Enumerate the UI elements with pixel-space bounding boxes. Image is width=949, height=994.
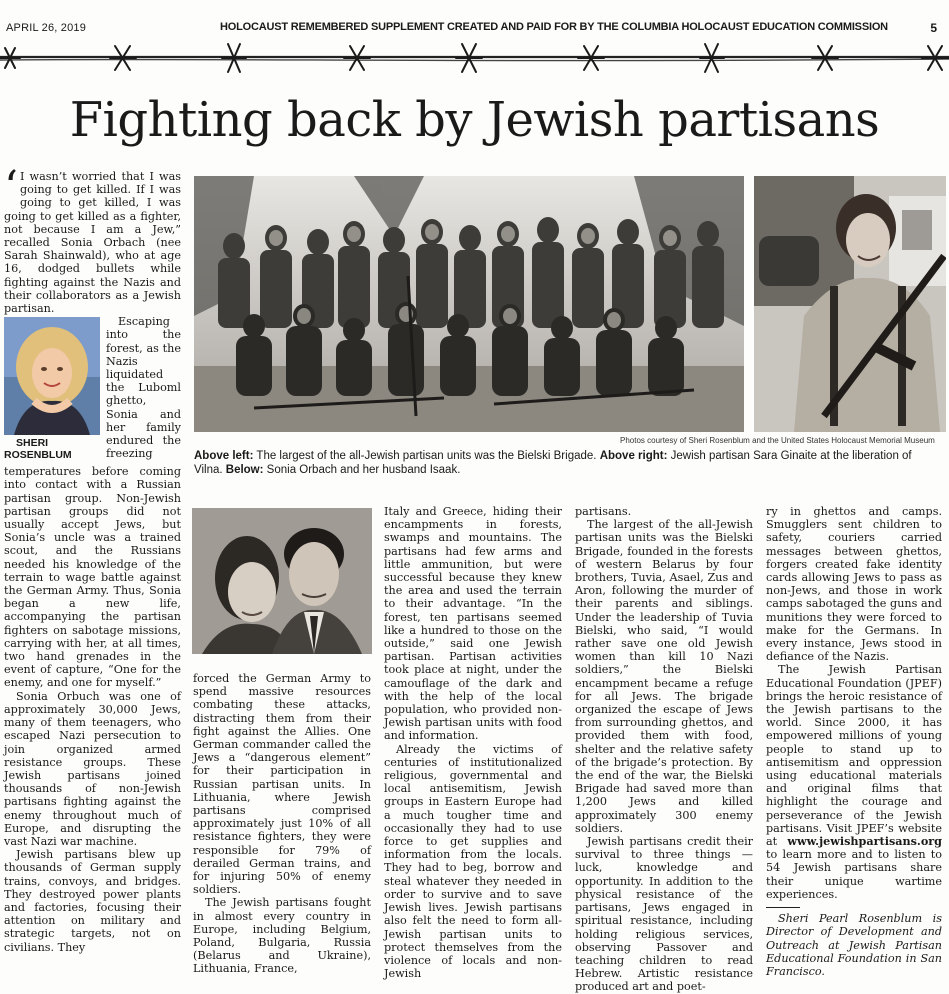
- jpef-website-link[interactable]: www.jewishpartisans.org: [787, 834, 942, 849]
- caption-label-above-right: Above right:: [599, 450, 668, 462]
- paragraph: Jewish partisans credit their survival to three things — luck, knowledge and opportunity. In addition to the physical resistance of the partisans, Jews engaged in spiritual resistance, including holding religious services, observing Passover and teaching children to read Hebrew. Artistic resistance produced art and poet-: [575, 835, 753, 994]
- photo-sonia-and-isaak-orbach: [192, 508, 372, 654]
- opening-paragraph: I wasn’t worried that I was going to get killed. If I was going to get killed, I was going to get killed as a fighter, not because I am a Jew,” recalled Sonia Orbach (nee Sarah Shainwald), who at age 16, dodged bullets while fighting against the Nazis and their collaborators as a Jewish partisan.: [4, 170, 181, 316]
- photo-sara-ginaite: [754, 176, 946, 432]
- paragraph: forced the German Army to spend massive resources combating these attacks, distracting them from their fight against the Allies. One German commander called the Jews a “dangerous element” for their participation in Russian partisan units. In Lithuania, where Jewish partisans comprised approximately just 10% of all resistance fighters, they were responsible for 79% of derailed German trains, and for injuring 50% of enemy soldiers.: [193, 672, 371, 897]
- caption-label-below: Below:: [225, 464, 264, 476]
- caption-label-above-left: Above left:: [194, 450, 254, 462]
- section-name: HOLOCAUST REMEMBERED: [220, 21, 369, 33]
- paragraph: Sonia Orbuch was one of approximately 30,000 Jews, many of them teenagers, who escaped Nazi persecution to join organized armed resistance groups. These Jewish partisans joined thousands of non-Jewish partisans fighting against the enemy throughout much of Europe, and disrupting the vast Nazi war machine.: [4, 689, 181, 848]
- byline-last-name: ROSENBLUM: [4, 449, 72, 462]
- paragraph: ry in ghettos and camps. Smugglers sent children to safety, couriers carried messages between ghettos, forgers created fake identity cards allowing Jews to pass as non-Jews, and those in work camps sabotaged the guns and munitions they were forced to make for the Germans. In every instance, Jews stood in defiance of the Nazis.: [766, 505, 942, 664]
- paragraph: The Jewish partisans fought in almost every country in Europe, including Belgium, Poland, Bulgaria, Russia (Belarus and Ukraine), Lithuania, France,: [193, 896, 371, 976]
- photo-bielski-brigade: [194, 176, 744, 432]
- drop-quote-mark: ‘: [4, 162, 18, 213]
- paragraph: [4, 162, 181, 316]
- supplement-note: SUPPLEMENT CREATED AND PAID FOR BY THE COLUMBIA HOLOCAUST EDUCATION COMMISSION: [371, 21, 888, 33]
- paragraph: partisans.: [575, 505, 632, 518]
- paragraph: Already the victims of centuries of institutionalized religious, governmental and local antisemitism, Jewish groups in Eastern Europe had a much tougher time and occasionally they had to use force to get supplies and information from the locals. They had to beg, borrow and steal whatever they needed in order to survive and to save Jewish lives. Jewish partisans also felt the need to form all-Jewish partisan units to protect themselves from the violence of locals and non-Jewish: [384, 742, 562, 981]
- article-column-5: [766, 505, 942, 978]
- header-date: APRIL 26, 2019: [6, 22, 87, 34]
- caption-text-above-left: The largest of the all-Jewish partisan units was the Bielski Brigade.: [256, 450, 597, 462]
- signature-divider: [766, 907, 800, 908]
- photo-credit: Photos courtesy of Sheri Rosenblum and the United States Holocaust Memorial Museum: [620, 436, 935, 445]
- paragraph: Italy and Greece, hiding their encampments in forests, swamps and mountains. The partisans had few arms and little ammunition, but were successful because they knew the area and used the terrain to their advantage. “In the forest, ten partisans seemed like a hundred to those on the outside,” said one Jewish partisan. Partisan activities took place at night, under the camouflage of the dark and with the help of the local population, who provided non-Jewish partisan units with food and information.: [384, 505, 562, 743]
- paragraph: [4, 315, 181, 689]
- paragraph: The largest of the all-Jewish partisan units was the Bielski Brigade, founded in the forests of western Belarus by four brothers, Tuvia, Asael, Zus and Aron, following the murder of their parents and siblings. Under the leadership of Tuvia Bielski, who said, “I would rather save one old Jewish women than kill 10 Nazi soldiers,” the Bielski encampment became a refuge for all Jews. The brigade organized the escape of Jews from surrounding ghettos, and provided them with food, shelter and the relative safety of the brigade’s protection. By the end of the war, the Bielski Brigade had saved more than 1,200 Jews and killed approximately 300 enemy soldiers.: [575, 518, 753, 835]
- paragraph-text: to learn more and to listen to 54 Jewish partisans share their unique wartime experiences.: [766, 848, 942, 901]
- article-column-1: [4, 162, 181, 954]
- paragraph-text: The Jewish Partisan Educational Foundation (JPEF) brings the heroic resistance of the Jewish partisans to the world. Since 2000, it has empowered millions of young people to stand up to antisemitism and oppression using educational materials and original films that highlight the courage and perseverance of the Jewish partisans. Visit JPEF’s website at: [766, 663, 942, 849]
- caption-text-below: Sonia Orbach and her husband Isaak.: [266, 464, 461, 476]
- author-signature: Sheri Pearl Rosenblum is Director of Development and Outreach at Jewish Partisan Educational Foundation in San Francisco.: [766, 912, 942, 978]
- article-column-2: [193, 672, 371, 976]
- author-photo: [4, 317, 100, 435]
- caption-text-above-right: Jewish partisan Sara Ginaite at the liberation of Vilna.: [194, 450, 912, 476]
- paragraph: Jewish partisans blew up thousands of German supply trains, convoys, and bridges. They destroyed power plants and factories, focusing their attention on military and strategic targets, not on civilians. They: [4, 848, 181, 954]
- paragraph: [766, 663, 942, 901]
- headline: Fighting back by Jewish partisans: [69, 92, 880, 148]
- byline: [4, 437, 100, 461]
- article-column-3: [384, 505, 562, 980]
- header-supplement-line: [220, 21, 888, 33]
- byline-first-name: SHERI: [16, 437, 49, 450]
- page-number: 5: [930, 21, 937, 35]
- photo-caption: [194, 449, 939, 477]
- barbed-wire-divider: [0, 36, 949, 82]
- article-column-4: [575, 505, 753, 994]
- paragraph-text: Escaping into the forest, as the Nazis liquidated the Luboml ghetto, Sonia and her family endured the freezing temperatures before coming into contact with a Russian partisan group. Non-Jewish partisan groups did not usually accept Jews, but Sonia’s uncle was a trained scout, and the Russians needed his knowledge of the terrain to wage battle against the German Army. Thus, Sonia began a new life, accompanying the partisan fighters on sabotage missions, carrying with her, at all times, two hand grenades in the event of capture, “One for the enemy, and one for myself.”: [4, 315, 181, 690]
